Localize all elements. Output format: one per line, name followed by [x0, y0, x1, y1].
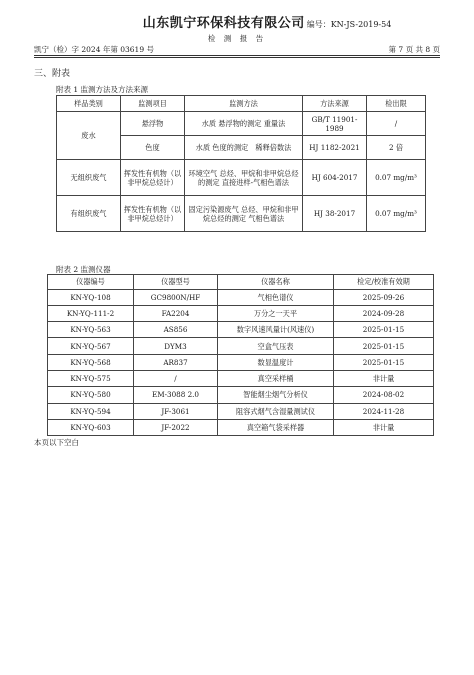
report-subtitle: 检 测 报 告	[207, 34, 267, 43]
table-row	[48, 419, 434, 435]
table-row	[57, 112, 426, 136]
table-row	[48, 403, 434, 419]
table-cell: KN-YQ-108	[48, 289, 134, 305]
column-header: 仪器名称	[218, 275, 334, 290]
table-cell: 2025-01-15	[334, 322, 434, 338]
table-cell: AS856	[134, 322, 218, 338]
table-cell: 无组织废气	[57, 160, 121, 196]
table-cell: 悬浮物	[121, 112, 185, 136]
table-header-row	[48, 275, 434, 290]
table-cell: 废水	[57, 112, 121, 160]
company-name: 山东凯宁环保科技有限公司	[142, 16, 305, 31]
company-header	[0, 12, 474, 31]
table-cell: HJ 604-2017	[303, 160, 367, 196]
table-cell: 阻容式烟气含湿量测试仪	[218, 403, 334, 419]
table-row	[48, 387, 434, 403]
table1-caption: 附表 1 监测方法及方法来源	[56, 85, 149, 94]
table-cell: KN-YQ-580	[48, 387, 134, 403]
table-cell: 挥发性有机物（以非甲烷总烃计）	[121, 160, 185, 196]
table-cell: /	[367, 112, 426, 136]
header-divider	[34, 55, 440, 56]
table-cell: 真空采样桶	[218, 370, 334, 386]
table-cell: JF-3061	[134, 403, 218, 419]
table-cell: GC9800N/HF	[134, 289, 218, 305]
table-cell: 非计量	[334, 419, 434, 435]
table-cell: 水质 色度的测定 稀释倍数法	[185, 136, 303, 160]
table-cell: 2025-01-15	[334, 338, 434, 354]
table-cell: 非计量	[334, 370, 434, 386]
table-cell: FA2204	[134, 305, 218, 321]
table-cell: 2 倍	[367, 136, 426, 160]
table-cell: HJ 38-2017	[303, 196, 367, 232]
table-cell: 挥发性有机物（以非甲烷总烃计）	[121, 196, 185, 232]
table-cell: KN-YQ-111-2	[48, 305, 134, 321]
table-cell: KN-YQ-594	[48, 403, 134, 419]
table-row	[48, 305, 434, 321]
table-cell: HJ 1182-2021	[303, 136, 367, 160]
table-row	[48, 354, 434, 370]
table-cell: /	[134, 370, 218, 386]
column-header: 检出限	[367, 96, 426, 112]
column-header: 监测方法	[185, 96, 303, 112]
table-cell: KN-YQ-575	[48, 370, 134, 386]
table-cell: 空盒气压表	[218, 338, 334, 354]
table-cell: 气相色谱仪	[218, 289, 334, 305]
methods-table	[56, 95, 426, 232]
column-header: 监测项目	[121, 96, 185, 112]
page-info: 第 7 页 共 8 页	[388, 45, 440, 54]
table-cell: 有组织废气	[57, 196, 121, 232]
table-cell: 2024-11-28	[334, 403, 434, 419]
column-header: 方法来源	[303, 96, 367, 112]
section-title: 三、附表	[34, 69, 71, 79]
table-cell: KN-YQ-567	[48, 338, 134, 354]
table2-caption: 附表 2 监测仪器	[56, 265, 111, 274]
table-cell: 水质 悬浮物的测定 重量法	[185, 112, 303, 136]
table-cell: KN-YQ-568	[48, 354, 134, 370]
report-number: 凯宁（检）字 2024 年第 03619 号	[34, 45, 154, 54]
table-cell: 真空箱气袋采样器	[218, 419, 334, 435]
column-header: 检定/校准有效期	[334, 275, 434, 290]
table-row	[57, 196, 426, 232]
table-cell: 固定污染源废气 总烃、甲烷和非甲烷总烃的测定 气相色谱法	[185, 196, 303, 232]
report-code: 编号：KN-JS-2019-54	[306, 20, 392, 29]
header-divider-thin	[34, 57, 440, 58]
table-cell: JF-2022	[134, 419, 218, 435]
table-cell: KN-YQ-563	[48, 322, 134, 338]
table-row	[48, 322, 434, 338]
table-cell: 数字风速风量计(风速仪)	[218, 322, 334, 338]
column-header: 仪器型号	[134, 275, 218, 290]
column-header: 仪器编号	[48, 275, 134, 290]
table-cell: 智能烟尘烟气分析仪	[218, 387, 334, 403]
table-cell: 0.07 mg/m³	[367, 196, 426, 232]
table-cell: 万分之一天平	[218, 305, 334, 321]
instruments-table	[47, 274, 434, 436]
table-cell: KN-YQ-603	[48, 419, 134, 435]
table-cell: AR837	[134, 354, 218, 370]
table-cell: 2025-01-15	[334, 354, 434, 370]
table-row	[48, 338, 434, 354]
footer-note: 本页以下空白	[34, 438, 79, 447]
table-cell: GB/T 11901-1989	[303, 112, 367, 136]
column-header: 样品类别	[57, 96, 121, 112]
table-row	[48, 289, 434, 305]
table-cell: 数显温度计	[218, 354, 334, 370]
table-row	[57, 160, 426, 196]
table-cell: DYM3	[134, 338, 218, 354]
table-row	[48, 370, 434, 386]
table-header-row	[57, 96, 426, 112]
table-cell: 2024-09-28	[334, 305, 434, 321]
table-cell: EM-3088 2.0	[134, 387, 218, 403]
table-cell: 色度	[121, 136, 185, 160]
table-cell: 2024-08-02	[334, 387, 434, 403]
table-cell: 2025-09-26	[334, 289, 434, 305]
table-cell: 0.07 mg/m³	[367, 160, 426, 196]
table-cell: 环境空气 总烃、甲烷和非甲烷总烃的测定 直接进样-气相色谱法	[185, 160, 303, 196]
